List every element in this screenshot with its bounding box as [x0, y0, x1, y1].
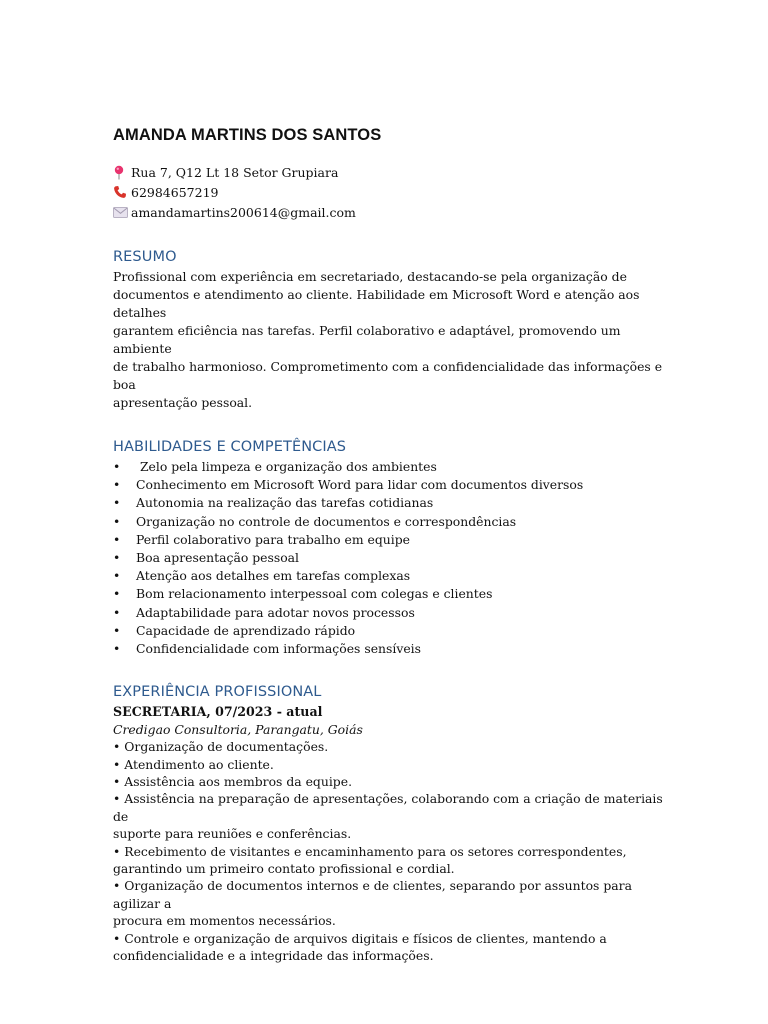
list-item — [113, 622, 673, 640]
list-item — [113, 476, 673, 494]
candidate-name: AMANDA MARTINS DOS SANTOS — [113, 126, 382, 144]
bullet: • — [113, 622, 121, 638]
email-line — [113, 202, 673, 222]
list-item — [113, 640, 673, 658]
duty-line: • Controle e organização de arquivos digitais e físicos de clientes, mantendo a — [113, 930, 607, 946]
job-company: Credigao Consultoria, Parangatu, Goiás — [113, 722, 363, 738]
skill-text: Atenção aos detalhes em tarefas complexas — [136, 568, 411, 584]
bullet: • — [113, 531, 121, 547]
skill-text: Boa apresentação pessoal — [136, 550, 300, 566]
duty-line: • Assistência aos membros da equipe. — [113, 774, 353, 790]
skill-text: Zelo pela limpeza e organização dos ambientes — [136, 459, 437, 474]
skill-text: Organização no controle de documentos e correspondências — [136, 513, 517, 529]
skill-text: Autonomia na realização das tarefas cotidianas — [136, 495, 434, 511]
duty-line: • Organização de documentações. — [113, 739, 329, 755]
list-item — [113, 585, 673, 603]
duty-line: garantindo um primeiro contato profissional e cordial. — [113, 861, 455, 877]
experience-heading: EXPERIÊNCIA PROFISSIONAL — [113, 684, 322, 701]
list-item — [113, 494, 673, 512]
duties-list — [113, 738, 673, 964]
skill-text: Conhecimento em Microsoft Word para lidar com documentos diversos — [136, 477, 584, 493]
address-text: Rua 7, Q12 Lt 18 Setor Grupiara — [131, 164, 339, 180]
bullet: • — [113, 550, 121, 566]
skill-text: Confidencialidade com informações sensíveis — [136, 641, 421, 657]
resumo-line: de trabalho harmonioso. Comprometimento com a confidencialidade das informações e boa — [113, 359, 663, 392]
list-item — [113, 549, 673, 567]
resume-page — [113, 126, 673, 965]
skills-list — [113, 458, 673, 658]
phone-icon — [113, 185, 131, 199]
phone-text: 62984657219 — [131, 184, 219, 200]
bullet: • — [113, 459, 121, 474]
list-item — [113, 458, 673, 476]
bullet: • — [113, 495, 121, 511]
resumo-line: documentos e atendimento ao cliente. Habilidade em Microsoft Word e atenção aos detalhes — [113, 287, 640, 320]
pin-icon — [113, 165, 131, 180]
duty-line: suporte para reuniões e conferências. — [113, 826, 352, 842]
duty-line: • Organização de documentos internos e de clientes, separando por assuntos para agilizar a — [113, 878, 632, 911]
list-item — [113, 513, 673, 531]
skill-text: Bom relacionamento interpessoal com colegas e clientes — [136, 586, 493, 602]
skill-text: Adaptabilidade para adotar novos processos — [136, 604, 415, 620]
skill-text: Perfil colaborativo para trabalho em equipe — [136, 531, 411, 547]
bullet: • — [113, 513, 121, 529]
duty-line: • Assistência na preparação de apresentações, colaborando com a criação de materiais de — [113, 791, 663, 824]
resumo-line: Profissional com experiência em secretariado, destacando-se pela organização de — [113, 269, 627, 284]
duty-line: • Recebimento de visitantes e encaminhamento para os setores correspondentes, — [113, 843, 627, 859]
bullet: • — [113, 477, 121, 493]
bullet: • — [113, 641, 121, 657]
envelope-icon — [113, 207, 131, 218]
skills-heading: HABILIDADES E COMPETÊNCIAS — [113, 439, 347, 455]
phone-line — [113, 182, 673, 202]
email-text: amandamartins200614@gmail.com — [131, 204, 356, 220]
list-item — [113, 567, 673, 585]
job-title: SECRETARIA, 07/2023 - atual — [113, 704, 323, 720]
bullet: • — [113, 568, 121, 584]
resumo-heading: RESUMO — [113, 249, 177, 265]
resumo-paragraph — [113, 268, 673, 412]
list-item — [113, 604, 673, 622]
bullet: • — [113, 586, 121, 602]
resumo-line: apresentação pessoal. — [113, 395, 253, 410]
duty-line: procura em momentos necessários. — [113, 913, 336, 929]
bullet: • — [113, 604, 121, 620]
duty-line: confidencialidade e a integridade das informações. — [113, 948, 434, 964]
duty-line: • Atendimento ao cliente. — [113, 756, 274, 772]
resumo-line: garantem eficiência nas tarefas. Perfil colaborativo e adaptável, promovendo um ambiente — [113, 323, 621, 356]
skill-text: Capacidade de aprendizado rápido — [136, 622, 356, 638]
address-line — [113, 162, 673, 182]
list-item — [113, 531, 673, 549]
